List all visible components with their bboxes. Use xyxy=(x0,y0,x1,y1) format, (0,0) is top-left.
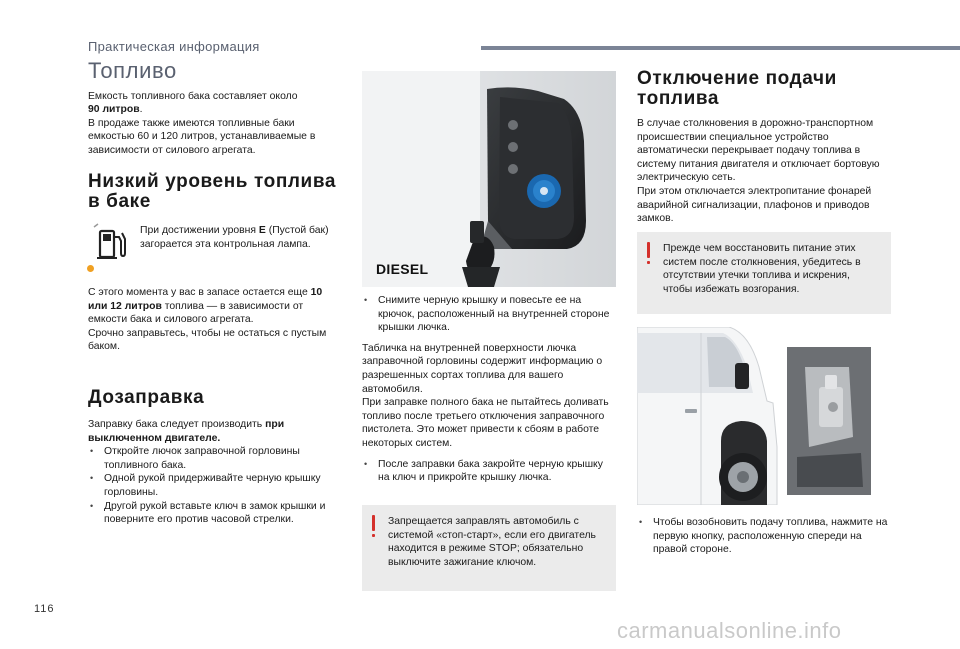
low-fuel-title: Низкий уровень топлива в баке xyxy=(88,170,337,212)
list-item: • Чтобы возобновить подачу топлива, нажмите на первую кнопку, расположенную спереди на правой стороне. xyxy=(637,516,891,557)
fuel-flap-photo xyxy=(362,71,616,287)
middle-paragraph-1: Табличка на внутренней поверхности лючка заправочной горловины содержит информацию о разрешенных сортах топлива для вашего автомобиля. xyxy=(362,342,603,395)
fuel-paragraph-1: Емкость топливного бака составляет около 90 литров. xyxy=(88,90,298,116)
fuel-cutoff-title: Отключение подачи топлива xyxy=(637,68,837,109)
header-bar xyxy=(481,46,960,50)
fuel-paragraph-2: В продаже также имеются топливные баки емкостью 60 и 120 литров, устанавливаемые в зависимости от силового агрегата. xyxy=(88,117,316,156)
low-fuel-icon-text: При достижении уровня E (Пустой бак) загорается эта контрольная лампа. xyxy=(140,225,329,250)
refuel-steps xyxy=(88,445,344,527)
middle-paragraph-2: При заправке полного бака не пытайтесь доливать топливо после третьего отключения заправочного пистолета. Это может привести к сбоям в работе некоторых систем. xyxy=(362,397,609,449)
reset-warning: Прежде чем восстановить питание этих систем после столкновения, убедитесь в отсутствии утечки топлива и искрения, чтобы избежать возгорания. xyxy=(637,232,891,314)
watermark: carmanualsonline.info xyxy=(617,618,842,643)
cutoff-paragraph-2: При этом отключается электропитание фонарей аварийной сигнализации, плафонов и приводов замков. xyxy=(637,185,872,225)
list-item: • После заправки бака закройте черную крышку на ключ и прикройте крышку лючка. xyxy=(362,458,616,485)
fuel-title: Топливо xyxy=(88,58,177,83)
list-item: • Другой рукой вставьте ключ в замок крышки и поверните его против часовой стрелки. xyxy=(88,500,344,527)
right-steps xyxy=(637,516,891,557)
list-item: • Одной рукой придерживайте черную крышку горловины. xyxy=(88,472,344,499)
section-header: Практическая информация xyxy=(88,39,260,54)
low-fuel-body xyxy=(88,286,344,354)
low-fuel-paragraph-1: С этого момента у вас в запасе остается еще 10 или 12 литров топлива — в зависимости от емкости бака и силового агрегата. xyxy=(88,287,323,326)
list-item: • Откройте лючок заправочной горловины топливного бака. xyxy=(88,445,344,472)
van-illustration xyxy=(637,327,891,505)
refuel-title: Дозаправка xyxy=(88,387,205,408)
warning-lamp-dot xyxy=(87,265,94,272)
van-photo xyxy=(637,327,891,505)
exclamation-icon xyxy=(372,515,376,539)
right-column xyxy=(637,69,891,226)
diesel-label: DIESEL xyxy=(376,261,429,277)
middle-column xyxy=(362,294,616,485)
exclamation-icon xyxy=(647,242,651,266)
left-column xyxy=(88,58,344,212)
refuel-section xyxy=(88,388,344,527)
list-item: • Снимите черную крышку и повесьте ее на крючок, расположенный на внутренней стороне крышки лючка. xyxy=(362,294,616,335)
fuel-pump-icon xyxy=(92,223,132,263)
fuel-flap-illustration xyxy=(362,71,616,287)
low-fuel-paragraph-2: Срочно заправьтесь, чтобы не остаться с пустым баком. xyxy=(88,327,327,353)
page-number: 116 xyxy=(34,603,55,615)
stop-start-warning: Запрещается заправлять автомобиль с системой «стоп-старт», если его двигатель находится в режиме STOP; обязательно выключите зажигание ключом. xyxy=(362,505,616,591)
cutoff-paragraph-1: В случае столкновения в дорожно-транспортном происшествии специальное устройство автоматически перекрывает подачу топлива в систему питания двигателя и отключает бортовую электрическую сеть. xyxy=(637,118,880,184)
refuel-intro: Заправку бака следует производить при выключенном двигателе. xyxy=(88,419,285,444)
